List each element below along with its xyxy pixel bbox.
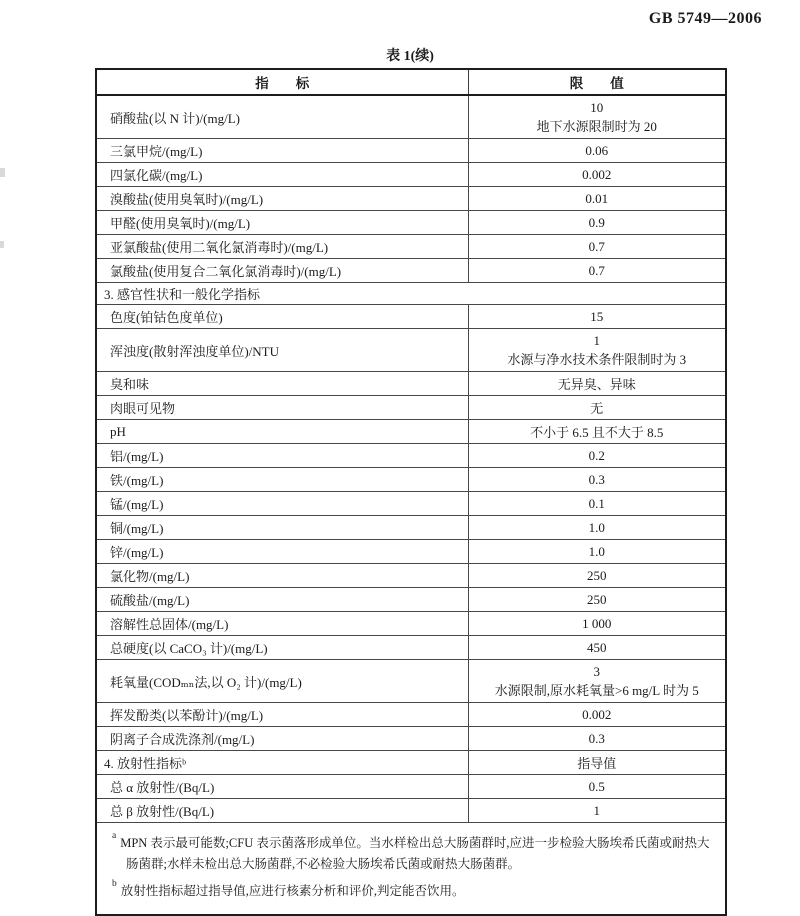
footnote-text: 放射性指标超过指导值,应进行核素分析和评价,判定能否饮用。 bbox=[120, 884, 465, 899]
indicator-cell: 氯酸盐(使用复合二氧化氯消毒时)/(mg/L) bbox=[96, 259, 468, 283]
limits-table bbox=[95, 68, 727, 916]
limit-value-line: 0.002 bbox=[582, 706, 612, 722]
indicator-cell: 氯化物/(mg/L) bbox=[96, 564, 468, 588]
table-title: 表 1(续) bbox=[386, 49, 434, 64]
indicator-cell: 总硬度(以 CaCO₃ 计)/(mg/L) bbox=[96, 636, 468, 660]
limit-cell bbox=[468, 163, 726, 187]
limit-cell bbox=[468, 329, 726, 372]
table-row bbox=[96, 396, 726, 420]
indicator-cell: 亚氯酸盐(使用二氧化氯消毒时)/(mg/L) bbox=[96, 235, 468, 259]
limit-value-line: 3 bbox=[593, 664, 600, 679]
footnotes bbox=[96, 823, 726, 916]
limit-value-line: 水源限制,原水耗氧量>6 mg/L 时为 5 bbox=[494, 683, 699, 698]
footnote-text: MPN 表示最可能数;CFU 表示菌落形成单位。当水样检出总大肠菌群时,应进一步检验大肠埃希氏菌或耐热大肠菌群;水样未检出总大肠菌群,不必检验大肠埃希氏菌或耐热大肠菌群。 bbox=[120, 836, 710, 872]
table-row bbox=[96, 305, 726, 329]
limit-value-line: 450 bbox=[587, 639, 607, 655]
table-row bbox=[96, 727, 726, 751]
limit-value-line: 水源与净水技术条件限制时为 3 bbox=[507, 352, 687, 367]
indicator-cell: 锌/(mg/L) bbox=[96, 540, 468, 564]
indicator-cell: 耗氧量(CODₘₙ法,以 O₂ 计)/(mg/L) bbox=[96, 660, 468, 703]
limit-cell bbox=[468, 775, 726, 799]
limit-value-line: 1 bbox=[593, 802, 600, 818]
limit-value-line: 1.0 bbox=[588, 519, 605, 535]
limit-cell bbox=[468, 372, 726, 396]
table-row bbox=[96, 372, 726, 396]
limit-cell bbox=[468, 468, 726, 492]
table-row bbox=[96, 636, 726, 660]
limit-value-line: 0.5 bbox=[588, 778, 605, 794]
table-body bbox=[96, 95, 726, 915]
indicator-cell: 浑浊度(散射浑浊度单位)/NTU bbox=[96, 329, 468, 372]
indicator-cell: 锰/(mg/L) bbox=[96, 492, 468, 516]
limit-cell bbox=[468, 396, 726, 420]
limit-value-line: 15 bbox=[590, 308, 604, 324]
scan-artifact bbox=[0, 168, 5, 177]
table-row bbox=[96, 139, 726, 163]
indicator-cell: 肉眼可见物 bbox=[96, 396, 468, 420]
limit-cell bbox=[468, 660, 726, 703]
limit-cell bbox=[468, 420, 726, 444]
table-row bbox=[96, 775, 726, 799]
table-row bbox=[96, 235, 726, 259]
table-row bbox=[96, 444, 726, 468]
limit-cell bbox=[468, 444, 726, 468]
section-row bbox=[96, 283, 726, 305]
table-row bbox=[96, 187, 726, 211]
limit-value-line: 无 bbox=[590, 401, 604, 416]
table-row bbox=[96, 420, 726, 444]
limit-cell bbox=[468, 564, 726, 588]
table-row bbox=[96, 211, 726, 235]
limit-cell bbox=[468, 799, 726, 823]
indicator-cell: 铝/(mg/L) bbox=[96, 444, 468, 468]
scan-artifact bbox=[0, 241, 4, 248]
limit-cell bbox=[468, 492, 726, 516]
limit-cell bbox=[468, 612, 726, 636]
indicator-cell: 4. 放射性指标ᵇ bbox=[96, 751, 468, 775]
limit-value-line: 0.1 bbox=[588, 495, 605, 511]
indicator-cell: 色度(铂钴色度单位) bbox=[96, 305, 468, 329]
indicator-cell: 硝酸盐(以 N 计)/(mg/L) bbox=[96, 95, 468, 139]
limit-value-line: 0.3 bbox=[588, 471, 605, 487]
indicator-cell: 硫酸盐/(mg/L) bbox=[96, 588, 468, 612]
table-row bbox=[96, 492, 726, 516]
footnotes-row bbox=[96, 823, 726, 916]
footnote-marker: b bbox=[112, 879, 117, 890]
limit-cell bbox=[468, 588, 726, 612]
limit-value-line: 指导值 bbox=[577, 756, 617, 771]
header-row bbox=[96, 69, 726, 95]
footnote bbox=[112, 830, 711, 875]
limit-cell bbox=[468, 211, 726, 235]
limit-value-line: 250 bbox=[587, 591, 607, 607]
table-row bbox=[96, 516, 726, 540]
limit-value-line: 无异臭、异味 bbox=[557, 377, 636, 392]
limit-value-line: 地下水源限制时为 20 bbox=[536, 119, 657, 134]
limit-cell bbox=[468, 187, 726, 211]
limit-value-line: 0.002 bbox=[582, 166, 612, 182]
limit-cell bbox=[468, 636, 726, 660]
indicator-cell: 总 α 放射性/(Bq/L) bbox=[96, 775, 468, 799]
limit-cell bbox=[468, 703, 726, 727]
standards-table-container bbox=[95, 68, 725, 916]
table-row bbox=[96, 95, 726, 139]
limit-value-line: 0.06 bbox=[585, 142, 609, 158]
indicator-cell: 溶解性总固体/(mg/L) bbox=[96, 612, 468, 636]
table-row bbox=[96, 612, 726, 636]
table-row bbox=[96, 259, 726, 283]
limit-value-line: 1.0 bbox=[588, 543, 605, 559]
indicator-cell: 三氯甲烷/(mg/L) bbox=[96, 139, 468, 163]
table-row bbox=[96, 564, 726, 588]
table-row bbox=[96, 751, 726, 775]
limit-cell bbox=[468, 305, 726, 329]
standard-number: GB 5749—2006 bbox=[648, 10, 762, 27]
limit-value-line: 0.2 bbox=[588, 447, 605, 463]
footnote-marker: a bbox=[112, 831, 117, 841]
limit-cell bbox=[468, 139, 726, 163]
column-header-indicator: 指 标 bbox=[96, 69, 468, 95]
limit-value-line: 0.7 bbox=[588, 262, 605, 278]
limit-cell bbox=[468, 235, 726, 259]
footnote bbox=[112, 878, 711, 902]
limit-value-line: 10 bbox=[590, 100, 604, 115]
limit-value-line: 0.7 bbox=[588, 238, 605, 254]
limit-value-line: 不小于 6.5 且不大于 8.5 bbox=[530, 425, 664, 440]
table-row bbox=[96, 588, 726, 612]
indicator-cell: 挥发酚类(以苯酚计)/(mg/L) bbox=[96, 703, 468, 727]
limit-cell bbox=[468, 259, 726, 283]
limit-cell bbox=[468, 516, 726, 540]
limit-value-line: 0.9 bbox=[588, 214, 605, 230]
table-row bbox=[96, 468, 726, 492]
limit-value-line: 250 bbox=[587, 567, 607, 583]
limit-cell bbox=[468, 540, 726, 564]
indicator-cell: 总 β 放射性/(Bq/L) bbox=[96, 799, 468, 823]
indicator-cell: 铜/(mg/L) bbox=[96, 516, 468, 540]
limit-value-line: 1 000 bbox=[582, 615, 612, 631]
table-row bbox=[96, 799, 726, 823]
indicator-cell: 四氯化碳/(mg/L) bbox=[96, 163, 468, 187]
limit-cell bbox=[468, 727, 726, 751]
indicator-cell: 甲醛(使用臭氧时)/(mg/L) bbox=[96, 211, 468, 235]
limit-value-line: 0.01 bbox=[585, 190, 609, 206]
table-row bbox=[96, 163, 726, 187]
table-row bbox=[96, 660, 726, 703]
indicator-cell: 臭和味 bbox=[96, 372, 468, 396]
indicator-cell: 溴酸盐(使用臭氧时)/(mg/L) bbox=[96, 187, 468, 211]
table-row bbox=[96, 540, 726, 564]
table-row bbox=[96, 703, 726, 727]
limit-value-line: 0.3 bbox=[588, 730, 605, 746]
indicator-cell: pH bbox=[96, 420, 468, 444]
section-title: 3. 感官性状和一般化学指标 bbox=[96, 283, 726, 305]
indicator-cell: 铁/(mg/L) bbox=[96, 468, 468, 492]
column-header-limit: 限 值 bbox=[468, 69, 726, 95]
indicator-cell: 阴离子合成洗涤剂/(mg/L) bbox=[96, 727, 468, 751]
limit-value-line: 1 bbox=[593, 333, 600, 348]
limit-cell bbox=[468, 751, 726, 775]
limit-cell bbox=[468, 95, 726, 139]
table-row bbox=[96, 329, 726, 372]
